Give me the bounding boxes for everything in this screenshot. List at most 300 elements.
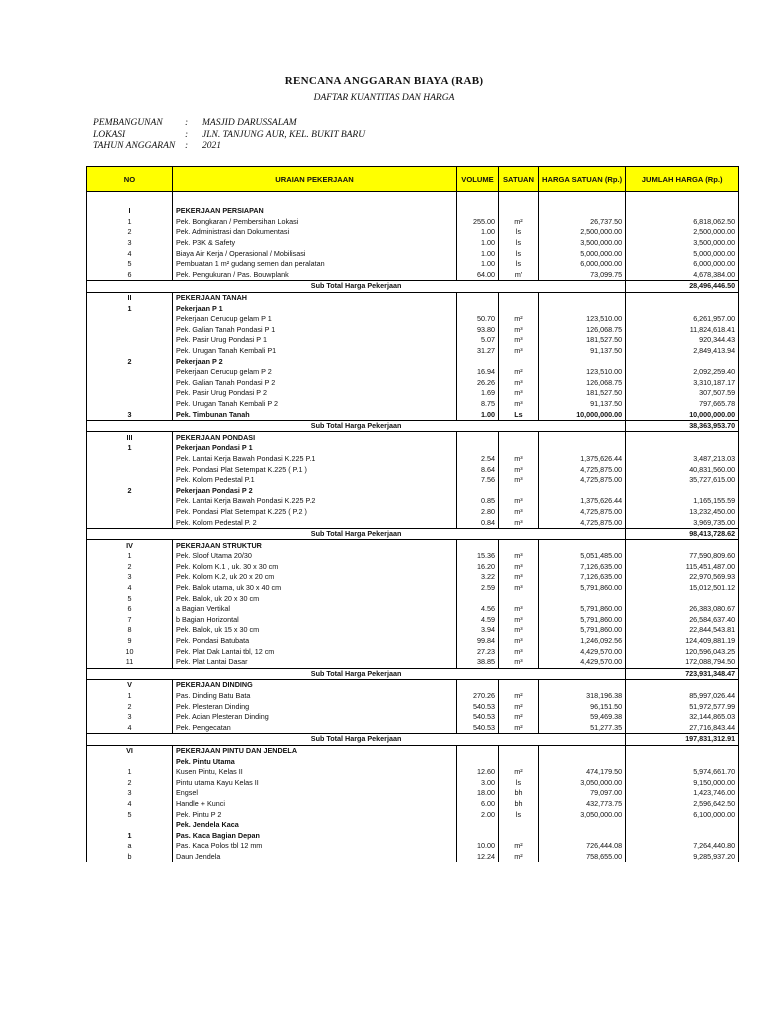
section-title: PEKERJAAN PINTU DAN JENDELA: [173, 745, 457, 756]
item-unit: m²: [499, 217, 539, 228]
info-row-tahun-anggaran: [93, 141, 365, 153]
empty-cell: [539, 432, 626, 443]
section-header-row: [87, 432, 739, 443]
header-satuan: SATUAN: [499, 167, 539, 192]
item-number: [87, 335, 173, 346]
item-total-price: 9,150,000.00: [626, 777, 739, 788]
header-harga-satuan: HARGA SATUAN (Rp.): [539, 167, 626, 192]
item-number: 1: [87, 691, 173, 702]
item-total-price: 7,264,440.80: [626, 841, 739, 852]
table-row: [87, 841, 739, 852]
section-header-row: [87, 680, 739, 691]
item-total-price: [626, 356, 739, 367]
item-volume: 16.20: [457, 562, 499, 573]
subtotal-value: 38,363,953.70: [626, 420, 739, 432]
item-unit-price: 4,429,570.00: [539, 646, 626, 657]
item-total-price: 11,824,618.41: [626, 325, 739, 336]
item-total-price: 6,100,000.00: [626, 809, 739, 820]
header-jumlah-harga: JUMLAH HARGA (Rp.): [626, 167, 739, 192]
subtotal-row: [87, 420, 739, 432]
empty-cell: [539, 206, 626, 217]
item-volume: 270.26: [457, 691, 499, 702]
item-total-price: 5,000,000.00: [626, 248, 739, 259]
item-volume: 1.00: [457, 248, 499, 259]
item-total-price: 9,285,937.20: [626, 852, 739, 863]
item-unit: m³: [499, 475, 539, 486]
item-total-price: 26,584,637.40: [626, 615, 739, 626]
header-uraian: URAIAN PEKERJAAN: [173, 167, 457, 192]
subtotal-row: [87, 281, 739, 293]
item-unit-price: 5,051,485.00: [539, 551, 626, 562]
subtotal-row: [87, 668, 739, 680]
item-number: [87, 399, 173, 410]
item-description: Handle + Kunci: [173, 799, 457, 810]
item-total-price: [626, 303, 739, 314]
table-row: [87, 551, 739, 562]
item-unit: m³: [499, 646, 539, 657]
empty-cell: [539, 292, 626, 303]
item-number: 2: [87, 356, 173, 367]
item-volume: 50.70: [457, 314, 499, 325]
item-total-price: 124,409,881.19: [626, 636, 739, 647]
item-unit: m²: [499, 712, 539, 723]
item-volume: 6.00: [457, 799, 499, 810]
item-unit: [499, 756, 539, 767]
item-number: 8: [87, 625, 173, 636]
item-number: 3: [87, 572, 173, 583]
item-description: Pekerjaan Pondasi P 2: [173, 485, 457, 496]
item-unit-price: 91,137.50: [539, 346, 626, 357]
item-unit: m³: [499, 399, 539, 410]
item-volume: 4.59: [457, 615, 499, 626]
item-number: 11: [87, 657, 173, 668]
empty-cell: [539, 680, 626, 691]
item-unit: [499, 303, 539, 314]
item-unit-price: [539, 756, 626, 767]
item-unit: ls: [499, 227, 539, 238]
subtotal-value: 723,931,348.47: [626, 668, 739, 680]
item-unit-price: 726,444.08: [539, 841, 626, 852]
item-number: 4: [87, 583, 173, 594]
subtotal-value: 28,496,446.50: [626, 281, 739, 293]
item-description: Pek. Lantai Kerja Bawah Pondasi K.225 P.2: [173, 496, 457, 507]
item-volume: 0.84: [457, 517, 499, 528]
item-total-price: 115,451,487.00: [626, 562, 739, 573]
item-unit-price: 5,791,860.00: [539, 615, 626, 626]
empty-cell: [173, 192, 457, 207]
item-number: [87, 314, 173, 325]
rab-table: [86, 166, 739, 862]
table-row: [87, 475, 739, 486]
item-description: Pek. Timbunan Tanah: [173, 409, 457, 420]
empty-cell: [626, 540, 739, 551]
item-unit: [499, 820, 539, 831]
item-total-price: 85,997,026.44: [626, 691, 739, 702]
item-volume: 540.53: [457, 723, 499, 734]
item-unit-price: 5,791,860.00: [539, 583, 626, 594]
item-unit-price: [539, 820, 626, 831]
table-row: [87, 409, 739, 420]
item-volume: 2.59: [457, 583, 499, 594]
item-unit-price: [539, 485, 626, 496]
item-unit: m³: [499, 657, 539, 668]
item-volume: 2.54: [457, 454, 499, 465]
item-volume: 1.00: [457, 259, 499, 270]
item-volume: [457, 756, 499, 767]
item-description: Pekerjaan Pondasi P 1: [173, 443, 457, 454]
table-row: [87, 701, 739, 712]
header-no: NO: [87, 167, 173, 192]
item-total-price: 51,972,577.99: [626, 701, 739, 712]
item-total-price: 32,144,865.03: [626, 712, 739, 723]
item-total-price: 920,344.43: [626, 335, 739, 346]
document-subtitle: DAFTAR KUANTITAS DAN HARGA: [313, 93, 455, 103]
item-unit-price: 26,737.50: [539, 217, 626, 228]
item-unit: m²: [499, 314, 539, 325]
item-number: [87, 507, 173, 518]
item-number: [87, 517, 173, 528]
section-title: PEKERJAAN PERSIAPAN: [173, 206, 457, 217]
item-description: Pek. Pondasi Plat Setempat K.225 ( P.1 ): [173, 464, 457, 475]
table-row: [87, 615, 739, 626]
item-description: Engsel: [173, 788, 457, 799]
item-description: Pek. Urugan Tanah Kembali P 2: [173, 399, 457, 410]
item-number: 2: [87, 701, 173, 712]
table-row: [87, 820, 739, 831]
item-description: Pek. Urugan Tanah Kembali P1: [173, 346, 457, 357]
item-volume: 2.00: [457, 809, 499, 820]
item-total-price: 6,000,000.00: [626, 259, 739, 270]
item-number: 7: [87, 615, 173, 626]
empty-cell: [539, 745, 626, 756]
item-unit: m³: [499, 583, 539, 594]
item-total-price: 2,849,413.94: [626, 346, 739, 357]
item-description: Pek. Sloof Utama 20/30: [173, 551, 457, 562]
item-volume: 4.56: [457, 604, 499, 615]
item-description: Pek. Pasir Urug Pondasi P 1: [173, 335, 457, 346]
table-row: [87, 562, 739, 573]
table-row: [87, 238, 739, 249]
item-volume: [457, 820, 499, 831]
subtotal-label: Sub Total Harga Pekerjaan: [87, 668, 626, 680]
item-description: Pek. Bongkaran / Pembersihan Lokasi: [173, 217, 457, 228]
item-description: Pek. Lantai Kerja Bawah Pondasi K.225 P.1: [173, 454, 457, 465]
empty-cell: [457, 206, 499, 217]
item-unit-price: 1,375,626.44: [539, 496, 626, 507]
table-row: [87, 399, 739, 410]
empty-cell: [457, 292, 499, 303]
item-unit: bh: [499, 799, 539, 810]
section-header-row: [87, 206, 739, 217]
item-unit-price: 181,527.50: [539, 388, 626, 399]
item-unit-price: 432,773.75: [539, 799, 626, 810]
item-description: Pek. Kolom K.1 , uk. 30 x 30 cm: [173, 562, 457, 573]
item-unit-price: 96,151.50: [539, 701, 626, 712]
item-unit: m': [499, 270, 539, 281]
info-value: JLN. TANJUNG AUR, KEL. BUKIT BARU: [202, 129, 366, 140]
item-description: a Bagian Vertikal: [173, 604, 457, 615]
item-unit-price: 5,791,860.00: [539, 604, 626, 615]
item-unit: m²: [499, 691, 539, 702]
item-unit: ls: [499, 248, 539, 259]
item-total-price: 3,969,735.00: [626, 517, 739, 528]
item-description: Pekerjaan P 2: [173, 356, 457, 367]
item-volume: 3.22: [457, 572, 499, 583]
item-number: [87, 756, 173, 767]
table-row: [87, 788, 739, 799]
item-total-price: 40,831,560.00: [626, 464, 739, 475]
empty-cell: [87, 192, 173, 207]
item-unit: [499, 485, 539, 496]
item-unit-price: 59,469.38: [539, 712, 626, 723]
item-unit: [499, 443, 539, 454]
table-row: [87, 496, 739, 507]
table-row: [87, 217, 739, 228]
item-volume: 3.94: [457, 625, 499, 636]
item-number: 5: [87, 259, 173, 270]
item-volume: [457, 593, 499, 604]
item-number: 1: [87, 303, 173, 314]
item-total-price: 797,665.78: [626, 399, 739, 410]
item-unit-price: 123,510.00: [539, 314, 626, 325]
item-number: 6: [87, 270, 173, 281]
table-row: [87, 691, 739, 702]
item-number: 3: [87, 409, 173, 420]
item-unit-price: [539, 356, 626, 367]
item-volume: 31.27: [457, 346, 499, 357]
item-unit-price: 4,725,875.00: [539, 507, 626, 518]
item-volume: 0.85: [457, 496, 499, 507]
info-label: LOKASI: [93, 129, 126, 140]
item-volume: 26.26: [457, 378, 499, 389]
item-number: 2: [87, 777, 173, 788]
empty-cell: [457, 432, 499, 443]
item-volume: [457, 830, 499, 841]
subtotal-value: 197,831,312.91: [626, 734, 739, 746]
item-unit: m³: [499, 454, 539, 465]
item-number: [87, 378, 173, 389]
item-unit: [499, 830, 539, 841]
empty-cell: [626, 292, 739, 303]
item-number: 3: [87, 238, 173, 249]
item-volume: 16.94: [457, 367, 499, 378]
item-unit: m²: [499, 852, 539, 863]
section-header-row: [87, 745, 739, 756]
item-number: [87, 454, 173, 465]
section-header-row: [87, 292, 739, 303]
item-unit: m³: [499, 615, 539, 626]
item-description: Pek. Galian Tanah Pondasi P 2: [173, 378, 457, 389]
empty-cell: [457, 745, 499, 756]
item-number: 1: [87, 551, 173, 562]
section-title: PEKERJAAN TANAH: [173, 292, 457, 303]
item-description: Pekerjaan Cerucup gelam P 1: [173, 314, 457, 325]
table-row: [87, 767, 739, 778]
item-description: Pek. Pengukuran / Pas. Bouwplank: [173, 270, 457, 281]
item-number: [87, 475, 173, 486]
item-unit-price: [539, 830, 626, 841]
item-total-price: 27,716,843.44: [626, 723, 739, 734]
table-row: [87, 777, 739, 788]
item-description: Pintu utama Kayu Kelas II: [173, 777, 457, 788]
empty-cell: [499, 680, 539, 691]
item-unit-price: 73,099.75: [539, 270, 626, 281]
item-total-price: 3,487,213.03: [626, 454, 739, 465]
item-description: Pekerjaan Cerucup gelam P 2: [173, 367, 457, 378]
item-total-price: 5,974,661.70: [626, 767, 739, 778]
item-unit-price: 126,068.75: [539, 325, 626, 336]
item-total-price: 22,970,569.93: [626, 572, 739, 583]
section-number: IV: [87, 540, 173, 551]
empty-cell: [626, 192, 739, 207]
section-title: PEKERJAAN STRUKTUR: [173, 540, 457, 551]
empty-cell: [457, 192, 499, 207]
item-number: 1: [87, 443, 173, 454]
item-description: Pek. Acian Plesteran Dinding: [173, 712, 457, 723]
info-colon: :: [185, 141, 189, 151]
item-number: 6: [87, 604, 173, 615]
subtotal-label: Sub Total Harga Pekerjaan: [87, 734, 626, 746]
item-total-price: [626, 593, 739, 604]
table-row: [87, 388, 739, 399]
item-total-price: 1,423,746.00: [626, 788, 739, 799]
item-unit: m³: [499, 636, 539, 647]
item-description: Pek. Kolom K.2, uk 20 x 20 cm: [173, 572, 457, 583]
info-row-pembangunan: [93, 118, 365, 130]
item-unit-price: 3,500,000.00: [539, 238, 626, 249]
subtotal-label: Sub Total Harga Pekerjaan: [87, 420, 626, 432]
item-unit: m³: [499, 572, 539, 583]
item-volume: 5.07: [457, 335, 499, 346]
item-unit: ls: [499, 238, 539, 249]
item-unit-price: 1,246,092.56: [539, 636, 626, 647]
item-number: [87, 367, 173, 378]
item-unit: m³: [499, 378, 539, 389]
empty-cell: [457, 540, 499, 551]
item-description: Pek. Administrasi dan Dokumentasi: [173, 227, 457, 238]
item-number: 3: [87, 788, 173, 799]
item-volume: [457, 356, 499, 367]
item-unit-price: 2,500,000.00: [539, 227, 626, 238]
item-unit-price: 10,000,000.00: [539, 409, 626, 420]
item-unit: m²: [499, 701, 539, 712]
table-row: [87, 830, 739, 841]
item-unit: m²: [499, 723, 539, 734]
table-row: [87, 259, 739, 270]
item-volume: [457, 485, 499, 496]
item-number: 10: [87, 646, 173, 657]
item-volume: 27.23: [457, 646, 499, 657]
empty-cell: [499, 745, 539, 756]
table-row: [87, 809, 739, 820]
item-total-price: 13,232,450.00: [626, 507, 739, 518]
table-body: [87, 192, 739, 863]
item-volume: 1.69: [457, 388, 499, 399]
item-volume: 1.00: [457, 238, 499, 249]
table-row: [87, 378, 739, 389]
item-unit-price: 4,725,875.00: [539, 475, 626, 486]
table-row: [87, 303, 739, 314]
section-number: III: [87, 432, 173, 443]
item-number: 5: [87, 809, 173, 820]
item-description: Pek. Jendela Kaca: [173, 820, 457, 831]
item-number: [87, 388, 173, 399]
item-unit-price: 123,510.00: [539, 367, 626, 378]
table-row: [87, 625, 739, 636]
info-value: MASJID DARUSSALAM: [202, 118, 297, 128]
table-row: [87, 604, 739, 615]
item-unit: Ls: [499, 409, 539, 420]
item-number: [87, 496, 173, 507]
item-volume: 2.80: [457, 507, 499, 518]
item-total-price: [626, 820, 739, 831]
item-number: a: [87, 841, 173, 852]
item-description: Pek. Pasir Urug Pondasi P 2: [173, 388, 457, 399]
table-row: [87, 443, 739, 454]
item-number: 2: [87, 562, 173, 573]
table-row: [87, 485, 739, 496]
section-header-row: [87, 540, 739, 551]
item-unit: m³: [499, 496, 539, 507]
item-number: b: [87, 852, 173, 863]
item-unit: m³: [499, 325, 539, 336]
item-unit: m²: [499, 841, 539, 852]
table-row: [87, 517, 739, 528]
section-number: I: [87, 206, 173, 217]
item-volume: 64.00: [457, 270, 499, 281]
empty-cell: [539, 540, 626, 551]
item-unit-price: 51,277.35: [539, 723, 626, 734]
item-total-price: 2,596,642.50: [626, 799, 739, 810]
item-unit-price: [539, 443, 626, 454]
item-number: 4: [87, 723, 173, 734]
table-row: [87, 852, 739, 863]
table-row: [87, 583, 739, 594]
item-number: 4: [87, 799, 173, 810]
item-total-price: 4,678,384.00: [626, 270, 739, 281]
item-volume: 255.00: [457, 217, 499, 228]
item-total-price: 77,590,809.60: [626, 551, 739, 562]
item-description: Pek. Balok, uk 20 x 30 cm: [173, 593, 457, 604]
info-value: 2021: [202, 141, 221, 151]
item-unit-price: 474,179.50: [539, 767, 626, 778]
item-unit-price: 758,655.00: [539, 852, 626, 863]
item-description: Pek. Plat Dak Lantai tbl, 12 cm: [173, 646, 457, 657]
item-number: 1: [87, 767, 173, 778]
item-unit: m³: [499, 517, 539, 528]
item-volume: 10.00: [457, 841, 499, 852]
item-total-price: 35,727,615.00: [626, 475, 739, 486]
item-unit-price: 4,725,875.00: [539, 517, 626, 528]
item-volume: 8.64: [457, 464, 499, 475]
table-row: [87, 325, 739, 336]
item-volume: 1.00: [457, 409, 499, 420]
item-description: Pek. P3K & Safety: [173, 238, 457, 249]
item-description: Pek. Pintu Utama: [173, 756, 457, 767]
item-total-price: 1,165,155.59: [626, 496, 739, 507]
item-description: Pas. Dinding Batu Bata: [173, 691, 457, 702]
item-total-price: 6,261,957.00: [626, 314, 739, 325]
item-description: Pas. Kaca Bagian Depan: [173, 830, 457, 841]
table-row: [87, 314, 739, 325]
table-row: [87, 593, 739, 604]
section-number: V: [87, 680, 173, 691]
subtotal-row: [87, 528, 739, 540]
item-total-price: 2,500,000.00: [626, 227, 739, 238]
item-total-price: 22,844,543.81: [626, 625, 739, 636]
empty-cell: [626, 432, 739, 443]
table-row: [87, 636, 739, 647]
